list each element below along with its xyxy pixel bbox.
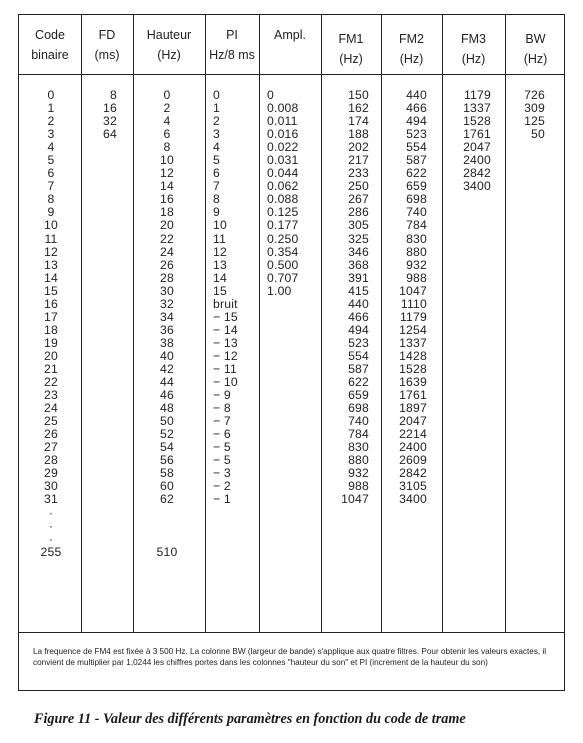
- cell-fm2: 2214: [399, 427, 427, 442]
- cell-fm1: 440: [348, 296, 369, 311]
- cell-code: 12: [44, 244, 58, 259]
- cell-fm2: 2842: [399, 466, 427, 481]
- cell-hauteur: 14: [160, 179, 174, 194]
- cell-ampl: 0.011: [267, 114, 298, 129]
- parameter-table: [18, 14, 565, 691]
- cell-pi: − 15: [213, 309, 238, 324]
- cell-hauteur: 30: [160, 283, 174, 298]
- cell-fm1: 830: [348, 440, 369, 455]
- cell-hauteur: [155, 533, 179, 546]
- cell-ampl: 0.031: [267, 153, 299, 168]
- cell-code: 17: [44, 309, 58, 324]
- cell-pi: − 6: [213, 427, 231, 442]
- cell-fm2: 1761: [399, 388, 427, 403]
- cell-hauteur: 58: [160, 466, 174, 481]
- cell-ampl: 0.062: [267, 179, 299, 194]
- col-divider: [205, 15, 206, 633]
- cell-code: 9: [47, 205, 55, 220]
- cell-code: 7: [47, 179, 55, 194]
- cell-fm2: 523: [406, 127, 427, 142]
- cell-hauteur: 40: [160, 348, 174, 363]
- cell-pi: − 7: [213, 414, 231, 429]
- cell-ampl: 0.044: [267, 166, 299, 181]
- cell-bw: 726: [524, 88, 545, 102]
- cell-fm2: 3105: [399, 479, 427, 494]
- cell-hauteur: [155, 520, 179, 533]
- cell-hauteur: 32: [160, 296, 174, 311]
- cell-fm2: 2400: [399, 440, 427, 455]
- cell-fm1: 466: [348, 309, 369, 324]
- cell-pi: − 14: [213, 322, 238, 337]
- cell-bw: 125: [524, 114, 545, 129]
- cell-fm2: 740: [406, 205, 427, 220]
- header-fm1: FM1 (Hz): [338, 32, 364, 66]
- cell-fm3: 1761: [463, 127, 491, 142]
- cell-fm1: 659: [348, 388, 369, 403]
- column-fm3-values: [451, 89, 491, 193]
- cell-fm3: 1337: [463, 101, 491, 116]
- cell-fm1: 554: [348, 348, 369, 363]
- cell-code: 13: [44, 257, 58, 272]
- cell-fm1: 494: [348, 322, 369, 337]
- cell-pi: − 2: [213, 479, 231, 494]
- cell-fd: 8: [110, 88, 117, 102]
- cell-hauteur: 10: [160, 153, 174, 168]
- cell-hauteur: 52: [160, 427, 174, 442]
- cell-fm1: 698: [348, 401, 369, 416]
- cell-fm2: 880: [406, 244, 427, 259]
- cell-pi: − 9: [213, 388, 231, 403]
- cell-bw: 50: [531, 127, 545, 142]
- column-bw-values: [519, 89, 545, 141]
- cell-pi: − 5: [213, 453, 231, 468]
- cell-fm2: 2047: [399, 414, 427, 429]
- cell-fm2: 1179: [399, 309, 427, 324]
- cell-code: 5: [47, 153, 55, 168]
- cell-pi: 12: [213, 244, 227, 259]
- cell-hauteur: 54: [160, 440, 174, 455]
- cell-hauteur: 20: [160, 218, 174, 233]
- cell-ampl: 0.500: [267, 257, 299, 272]
- cell-code: 16: [44, 296, 58, 311]
- cell-fm1: 250: [348, 179, 369, 194]
- cell-code: 4: [47, 140, 55, 155]
- cell-fm2: 1639: [399, 375, 427, 390]
- cell-fm1: 217: [348, 153, 369, 168]
- cell-fm3: 2842: [463, 166, 491, 181]
- cell-code: 28: [44, 453, 58, 468]
- header-ampl: Ampl.: [274, 28, 306, 42]
- cell-fm1: 325: [348, 231, 369, 246]
- cell-ampl: 0.707: [267, 270, 299, 285]
- cell-code: 3: [47, 127, 55, 142]
- header-pi: PI Hz/8 ms: [209, 28, 255, 62]
- col-divider: [505, 15, 506, 633]
- cell-fm1: 415: [348, 283, 369, 298]
- cell-pi: − 13: [213, 335, 238, 350]
- cell-hauteur: 0: [163, 88, 171, 102]
- cell-fm2: 1897: [399, 401, 427, 416]
- cell-fm2: 1254: [399, 322, 427, 337]
- cell-fm2: 587: [406, 153, 427, 168]
- cell-hauteur: 4: [163, 114, 171, 129]
- cell-fm2: 440: [406, 88, 427, 102]
- cell-pi: 3: [213, 127, 220, 142]
- cell-fm1: 368: [348, 257, 369, 272]
- cell-hauteur: 48: [160, 401, 174, 416]
- column-code-values: [39, 89, 63, 559]
- cell-fm1: 162: [348, 101, 369, 116]
- cell-fm1: 622: [348, 375, 369, 390]
- column-ampl-values: [267, 89, 317, 298]
- col-divider: [259, 15, 260, 633]
- cell-fm1: 523: [348, 335, 369, 350]
- cell-code: 8: [47, 192, 55, 207]
- cell-pi: − 1: [213, 492, 231, 507]
- cell-code: 30: [44, 479, 58, 494]
- cell-fm1: 188: [348, 127, 369, 142]
- cell-code: ·: [48, 531, 54, 546]
- header-rule: [19, 74, 564, 75]
- cell-code: 18: [44, 322, 58, 337]
- cell-pi: 11: [213, 231, 227, 246]
- cell-code: 31: [44, 492, 58, 507]
- column-fm2-values: [387, 89, 427, 507]
- cell-ampl: 0.125: [267, 205, 299, 220]
- cell-hauteur: 36: [160, 322, 174, 337]
- cell-fm1: 391: [348, 270, 369, 285]
- cell-fm1: 784: [348, 427, 369, 442]
- cell-code: 21: [44, 361, 58, 376]
- cell-ampl: 0.177: [267, 218, 299, 233]
- cell-pi: − 3: [213, 466, 231, 481]
- header-fm2: FM2 (Hz): [399, 32, 424, 66]
- cell-pi: 15: [213, 283, 227, 298]
- cell-code: 19: [44, 335, 58, 350]
- cell-fm1: 988: [348, 479, 369, 494]
- cell-fm1: 286: [348, 205, 369, 220]
- cell-fm2: 659: [406, 179, 427, 194]
- col-divider: [442, 15, 443, 633]
- cell-ampl: 0.016: [267, 127, 299, 142]
- cell-fm2: 1110: [400, 296, 427, 311]
- cell-pi: 8: [213, 192, 220, 207]
- cell-fm2: 554: [406, 140, 427, 155]
- cell-pi: − 12: [213, 348, 238, 363]
- cell-code: 26: [44, 427, 58, 442]
- cell-pi: 10: [213, 218, 227, 233]
- cell-fm2: 3400: [399, 492, 427, 507]
- cell-fm1: 880: [348, 453, 369, 468]
- header-fm3: FM3 (Hz): [461, 32, 486, 66]
- cell-fm2: 988: [406, 270, 427, 285]
- cell-code: 11: [44, 231, 58, 246]
- cell-pi: 9: [213, 205, 220, 220]
- cell-hauteur: [155, 507, 179, 520]
- cell-fm2: 830: [406, 231, 427, 246]
- header-code: Code binaire: [31, 28, 69, 62]
- cell-code: 25: [44, 414, 58, 429]
- cell-fm1: 174: [348, 114, 369, 129]
- cell-hauteur: 6: [163, 127, 171, 142]
- header-hauteur: Hauteur (Hz): [146, 28, 192, 62]
- cell-fm3: 2400: [463, 153, 491, 168]
- cell-pi: − 8: [213, 401, 231, 416]
- cell-fm3: 2047: [463, 140, 491, 155]
- figure-caption: Figure 11 - Valeur des différents paramètres en fonction du code de trame: [34, 711, 466, 727]
- cell-hauteur: 46: [160, 388, 174, 403]
- cell-code: 255: [40, 544, 62, 559]
- cell-ampl: 0.008: [267, 101, 299, 116]
- cell-pi: − 5: [213, 440, 231, 455]
- cell-code: 10: [44, 218, 58, 233]
- cell-fm2: 466: [406, 101, 427, 116]
- cell-fm2: 494: [406, 114, 427, 129]
- column-fd-values: [91, 89, 117, 141]
- cell-pi: 5: [213, 153, 220, 168]
- col-divider: [81, 15, 82, 633]
- cell-fm2: 1428: [399, 348, 427, 363]
- cell-code: 2: [47, 114, 55, 129]
- cell-code: ·: [48, 505, 54, 520]
- cell-fm2: 932: [406, 257, 427, 272]
- cell-fm2: 1337: [399, 335, 427, 350]
- column-pi-values: [213, 89, 257, 507]
- col-divider: [133, 15, 134, 633]
- cell-code: 6: [47, 166, 55, 181]
- cell-pi: 6: [213, 166, 220, 181]
- cell-hauteur: 12: [160, 166, 174, 181]
- cell-pi: 1: [213, 101, 220, 116]
- cell-pi: 13: [213, 257, 227, 272]
- cell-ampl: 0.354: [267, 244, 299, 259]
- cell-pi: bruit: [213, 296, 238, 311]
- cell-fm2: 622: [406, 166, 427, 181]
- cell-hauteur: 44: [160, 375, 174, 390]
- table-footnote: La frequence de FM4 est fixée à 3 500 Hz. La colonne BW (largeur de bande) s'applique aux quatre filtres. Pour obtenir les valeurs exactes, il convient de multiplier par 1,0244 les chiffres portes dans les colonnes "hauteur du son" et PI (increment de la hauteur du son): [33, 647, 547, 667]
- cell-fm1: 587: [348, 361, 369, 376]
- cell-fm1: 202: [348, 140, 369, 155]
- cell-ampl: 0: [267, 88, 274, 102]
- cell-hauteur: 34: [160, 309, 174, 324]
- cell-fd: 32: [103, 114, 117, 129]
- cell-hauteur: 510: [156, 544, 178, 559]
- column-fm1-values: [329, 89, 369, 507]
- cell-fm1: 267: [348, 192, 369, 207]
- cell-fm1: 1047: [341, 492, 369, 507]
- header-bw: BW (Hz): [523, 32, 548, 66]
- cell-hauteur: 56: [160, 453, 174, 468]
- cell-pi: − 10: [213, 375, 238, 390]
- cell-code: 14: [44, 270, 58, 285]
- cell-code: 22: [44, 375, 58, 390]
- cell-code: 0: [47, 88, 55, 102]
- column-hauteur-values: [155, 89, 179, 559]
- cell-fd: 64: [103, 127, 117, 142]
- cell-fm2: 784: [406, 218, 427, 233]
- cell-fm2: 698: [406, 192, 427, 207]
- cell-code: 23: [44, 388, 58, 403]
- cell-code: 20: [44, 348, 58, 363]
- cell-hauteur: 60: [160, 479, 174, 494]
- cell-hauteur: 22: [160, 231, 174, 246]
- cell-fm1: 150: [348, 88, 369, 102]
- cell-code: ·: [48, 518, 54, 533]
- note-rule: [19, 632, 564, 633]
- cell-hauteur: 2: [163, 101, 171, 116]
- cell-hauteur: 18: [160, 205, 174, 220]
- cell-hauteur: 50: [160, 414, 174, 429]
- col-divider: [321, 15, 322, 633]
- cell-ampl: 0.022: [267, 140, 299, 155]
- cell-ampl: 0.088: [267, 192, 299, 207]
- cell-fd: 16: [103, 101, 117, 116]
- cell-code: 27: [44, 440, 58, 455]
- cell-code: 29: [44, 466, 58, 481]
- cell-hauteur: 8: [163, 140, 171, 155]
- cell-fm3: 1528: [463, 114, 491, 129]
- cell-pi: 2: [213, 114, 220, 129]
- cell-bw: 309: [524, 101, 545, 116]
- cell-pi: 4: [213, 140, 220, 155]
- cell-fm3: 1179: [463, 88, 491, 102]
- cell-hauteur: 26: [160, 257, 174, 272]
- cell-fm2: 1528: [399, 361, 427, 376]
- cell-fm2: 2609: [399, 453, 427, 468]
- cell-hauteur: 42: [160, 361, 174, 376]
- cell-fm2: 1047: [399, 283, 427, 298]
- cell-pi: 0: [213, 88, 220, 102]
- cell-code: 1: [47, 101, 55, 116]
- cell-ampl: 0.250: [267, 231, 299, 246]
- cell-hauteur: 38: [160, 335, 174, 350]
- cell-fm1: 932: [348, 466, 369, 481]
- cell-pi: 7: [213, 179, 220, 194]
- cell-fm1: 305: [348, 218, 369, 233]
- cell-fm1: 346: [348, 244, 369, 259]
- cell-pi: − 11: [213, 361, 237, 376]
- cell-pi: 14: [213, 270, 227, 285]
- cell-code: 24: [44, 401, 58, 416]
- cell-ampl: 1.00: [267, 283, 292, 298]
- cell-fm1: 740: [348, 414, 369, 429]
- cell-hauteur: 62: [160, 492, 174, 507]
- cell-hauteur: 16: [160, 192, 174, 207]
- header-fd: FD (ms): [94, 28, 120, 62]
- cell-hauteur: 24: [160, 244, 174, 259]
- cell-fm3: 3400: [463, 179, 491, 194]
- col-divider: [381, 15, 382, 633]
- cell-hauteur: 28: [160, 270, 174, 285]
- cell-fm1: 233: [348, 166, 369, 181]
- cell-code: 15: [44, 283, 58, 298]
